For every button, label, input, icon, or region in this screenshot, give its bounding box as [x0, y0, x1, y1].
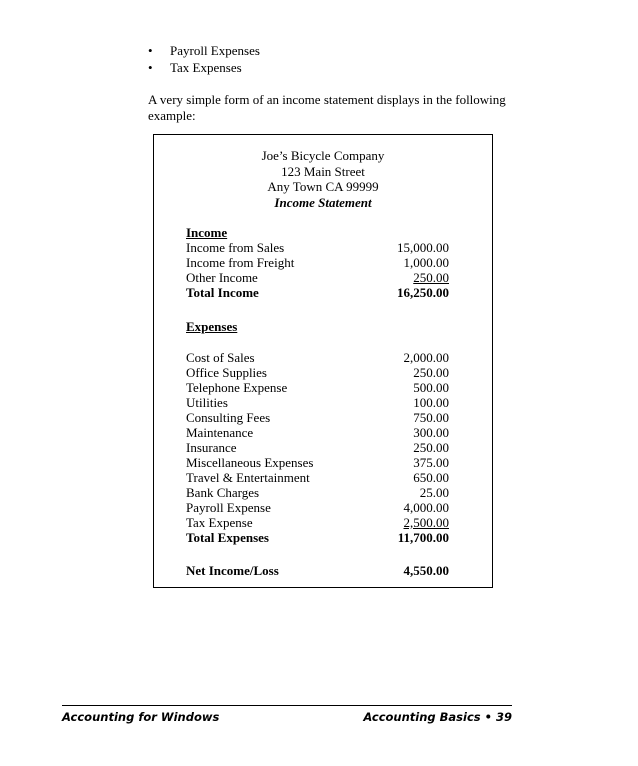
income-row [186, 270, 449, 285]
row-amount: 4,000.00 [403, 500, 449, 515]
row-amount: 250.00 [413, 270, 449, 285]
row-amount: 650.00 [413, 470, 449, 485]
row-amount: 100.00 [413, 395, 449, 410]
expense-row [186, 485, 449, 500]
row-label: Insurance [186, 440, 237, 455]
company-city: Any Town CA 99999 [267, 179, 379, 194]
footer-book-title: Accounting for Windows [62, 710, 220, 724]
row-label: Travel & Entertainment [186, 470, 310, 485]
total-label: Total Income [186, 285, 259, 300]
bullet-item [148, 59, 260, 76]
net-income-row [186, 563, 449, 578]
row-label: Utilities [186, 395, 228, 410]
row-amount: 300.00 [413, 425, 449, 440]
expense-rows [186, 350, 449, 545]
total-label: Total Expenses [186, 530, 269, 545]
expense-row [186, 500, 449, 515]
expense-row [186, 455, 449, 470]
statement-header [154, 148, 492, 210]
row-label: Telephone Expense [186, 380, 288, 395]
income-row [186, 255, 449, 270]
footer-rule [62, 705, 512, 706]
row-amount: 750.00 [413, 410, 449, 425]
total-amount: 16,250.00 [397, 285, 449, 300]
row-label: Income from Sales [186, 240, 285, 255]
row-label: Miscellaneous Expenses [186, 455, 314, 470]
expense-row [186, 425, 449, 440]
row-amount: 500.00 [413, 380, 449, 395]
expense-row [186, 470, 449, 485]
expense-row [186, 440, 449, 455]
row-amount: 375.00 [413, 455, 449, 470]
row-amount: 250.00 [413, 365, 449, 380]
row-amount: 250.00 [413, 440, 449, 455]
row-label: Payroll Expense [186, 500, 271, 515]
expense-row [186, 380, 449, 395]
total-income-row [186, 285, 449, 300]
row-label: Tax Expense [186, 515, 253, 530]
row-label: Office Supplies [186, 365, 267, 380]
row-label: Cost of Sales [186, 350, 255, 365]
bullet-list [148, 42, 260, 76]
expense-row [186, 350, 449, 365]
bullet-item [148, 42, 260, 59]
row-label: Income from Freight [186, 255, 295, 270]
bullet-text: Tax Expenses [170, 60, 242, 75]
bullet-text: Payroll Expenses [170, 43, 260, 58]
income-rows [186, 240, 449, 300]
expense-row [186, 395, 449, 410]
net-amount: 4,550.00 [403, 563, 449, 578]
bullet-glyph: • [148, 60, 153, 75]
expense-row [186, 410, 449, 425]
income-statement-box [153, 134, 493, 588]
row-label: Consulting Fees [186, 410, 271, 425]
total-amount: 11,700.00 [397, 530, 449, 545]
row-amount: 1,000.00 [403, 255, 449, 270]
expense-row [186, 515, 449, 530]
income-row [186, 240, 449, 255]
bullet-glyph: • [148, 43, 153, 58]
footer-chapter-page: Accounting Basics • 39 [363, 710, 512, 724]
row-label: Maintenance [186, 425, 254, 440]
company-name: Joe’s Bicycle Company [261, 148, 385, 163]
net-label: Net Income/Loss [186, 563, 279, 578]
row-amount: 25.00 [419, 485, 449, 500]
row-amount: 2,500.00 [403, 515, 449, 530]
expense-row [186, 365, 449, 380]
row-label: Bank Charges [186, 485, 260, 500]
income-heading: Income [186, 225, 228, 240]
statement-title: Income Statement [274, 194, 372, 210]
total-expenses-row [186, 530, 449, 545]
row-label: Other Income [186, 270, 258, 285]
row-amount: 2,000.00 [403, 350, 449, 365]
expenses-heading: Expenses [186, 319, 238, 334]
net-income-block [186, 563, 449, 578]
company-street: 123 Main Street [281, 163, 365, 179]
row-amount: 15,000.00 [397, 240, 449, 255]
intro-paragraph: A very simple form of an income statement displays in the following example: [148, 92, 506, 123]
